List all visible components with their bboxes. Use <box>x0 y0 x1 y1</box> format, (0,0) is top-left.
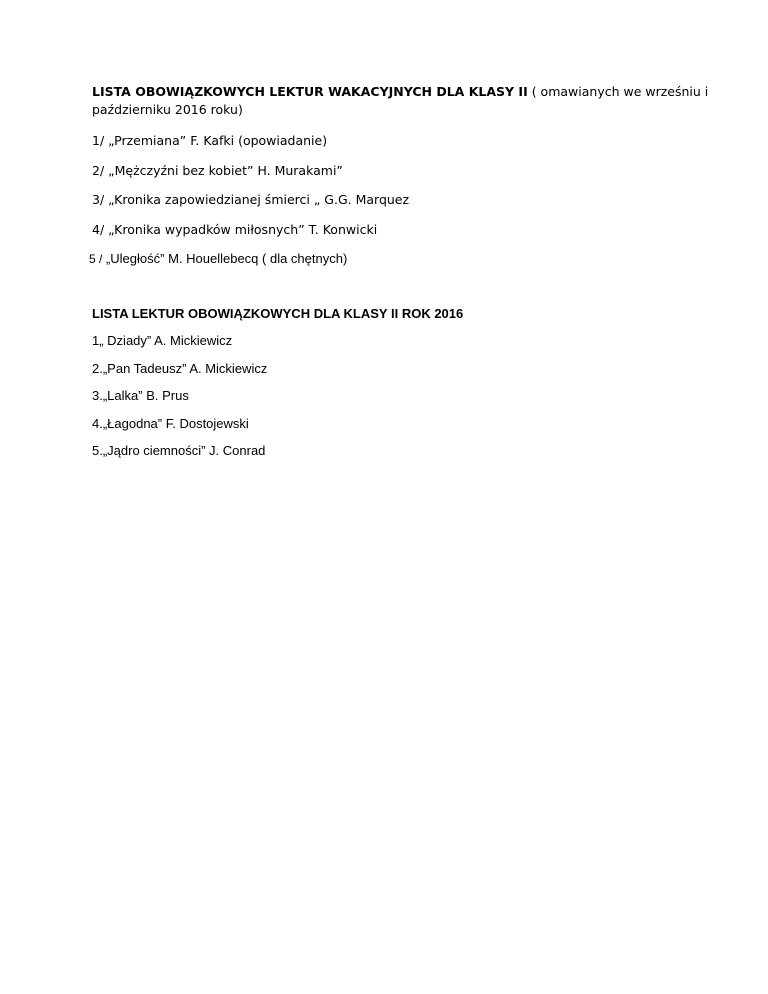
section2-item-3: 3.„Lalka” B. Prus <box>92 388 189 403</box>
section1-item-5-number: 5 / <box>89 252 103 266</box>
section2-item-1: 1„ Dziady” A. Mickiewicz <box>92 333 233 348</box>
section1-item-3: 3/ „Kronika zapowiedzianej śmierci „ G.G. Marquez <box>92 192 410 207</box>
section1-item-2: 2/ „Mężczyźni bez kobiet” H. Murakami” <box>92 163 343 178</box>
section1-heading-bold: LISTA OBOWIĄZKOWYCH LEKTUR WAKACYJNYCH DLA KLASY II <box>92 84 528 99</box>
section2-item-5: 5.„Jądro ciemności” J. Conrad <box>92 443 266 458</box>
section1-heading <box>92 83 708 101</box>
section2-item-4: 4.„Łagodna” F. Dostojewski <box>92 416 249 431</box>
section1-item-4: 4/ „Kronika wypadków miłosnych” T. Konwicki <box>92 222 378 237</box>
section2-heading: LISTA LEKTUR OBOWIĄZKOWYCH DLA KLASY II ROK 2016 <box>92 306 464 321</box>
section1-item-5 <box>89 250 347 268</box>
section1-item-5-text: „Uległość” M. Houellebecq ( dla chętnych) <box>102 251 348 266</box>
section1-heading-note: ( omawianych we wrześniu i <box>527 84 709 99</box>
section1-heading-continuation: październiku 2016 roku) <box>92 102 243 117</box>
section1-item-1: 1/ „Przemiana” F. Kafki (opowiadanie) <box>92 133 328 148</box>
section2-item-2: 2.„Pan Tadeusz” A. Mickiewicz <box>92 361 268 376</box>
